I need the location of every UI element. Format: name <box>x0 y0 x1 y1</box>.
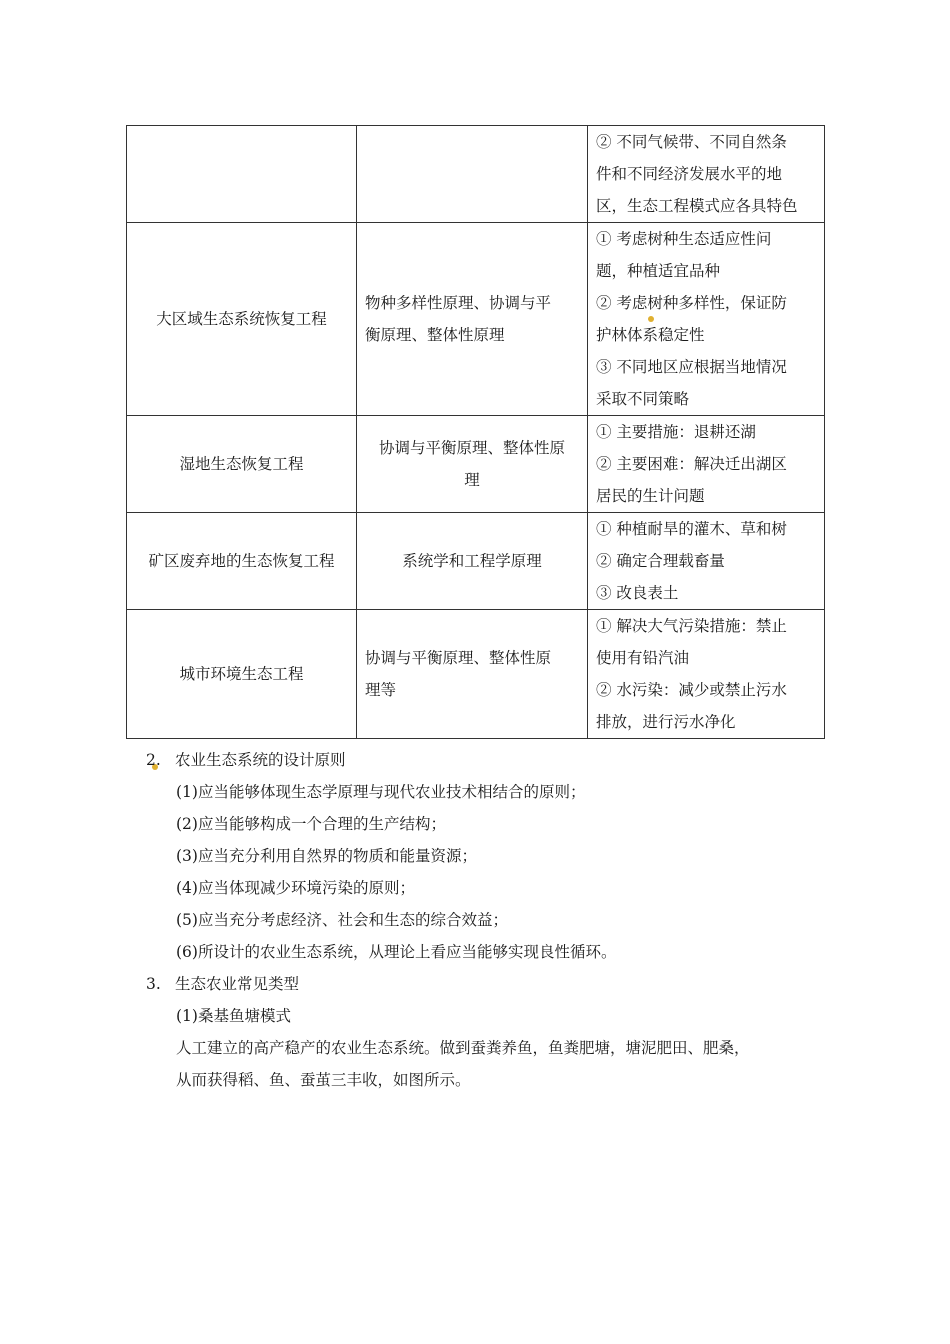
principle-line: 协调与平衡原理、整体性原 <box>378 439 565 457</box>
project-name-cell: 城市环境生态工程 <box>127 610 357 739</box>
note-line: ① 种植耐旱的灌木、草和树 <box>596 520 787 538</box>
notes-cell <box>588 416 825 513</box>
highlight-dot <box>648 316 654 322</box>
project-name-cell: 湿地生态恢复工程 <box>127 416 357 513</box>
section-number: 2. <box>146 751 161 769</box>
body-paragraph-line: 从而获得稻、鱼、蚕茧三丰收，如图所示。 <box>176 1071 471 1089</box>
table-row <box>127 610 825 739</box>
table-row <box>127 223 825 416</box>
note-line: 居民的生计问题 <box>596 487 705 505</box>
notes-cell <box>588 610 825 739</box>
note-line: ② 不同气候带、不同自然条 <box>596 133 787 151</box>
principle-line: 协调与平衡原理、整体性原 <box>365 649 552 667</box>
section-2-heading <box>146 748 345 772</box>
notes-cell <box>588 126 825 223</box>
principle-line: 衡原理、整体性原理 <box>365 326 505 344</box>
principle-cell <box>357 610 588 739</box>
project-name-cell: 大区域生态系统恢复工程 <box>127 223 357 416</box>
note-line: ① 主要措施：退耕还湖 <box>596 423 756 441</box>
project-name-cell <box>127 126 357 223</box>
list-item: (6)所设计的农业生态系统，从理论上看应当能够实现良性循环。 <box>176 943 617 961</box>
note-line: 使用有铅汽油 <box>596 649 690 667</box>
note-line: ② 确定合理载畜量 <box>596 552 725 570</box>
list-item: (2)应当能够构成一个合理的生产结构； <box>176 815 446 833</box>
subsection-title: (1)桑基鱼塘模式 <box>176 1007 291 1025</box>
note-line: 排放，进行污水净化 <box>596 713 736 731</box>
table-row <box>127 126 825 223</box>
principle-line: 理等 <box>365 681 397 699</box>
note-line: ② 水污染：减少或禁止污水 <box>596 681 787 699</box>
note-line: ② 主要困难：解决迁出湖区 <box>596 455 787 473</box>
list-item: (4)应当体现减少环境污染的原则； <box>176 879 415 897</box>
principle-line: 理 <box>464 471 480 489</box>
note-line: ① 考虑树种生态适应性问 <box>596 230 772 248</box>
note-line: ② 考虑树种多样性，保证防 <box>596 294 787 312</box>
note-line: 件和不同经济发展水平的地 <box>596 165 783 183</box>
principle-line: 系统学和工程学原理 <box>402 552 542 570</box>
section-number: 3. <box>146 975 161 993</box>
notes-cell <box>588 223 825 416</box>
list-item: (1)应当能够体现生态学原理与现代农业技术相结合的原则； <box>176 783 586 801</box>
project-name-cell: 矿区废弃地的生态恢复工程 <box>127 513 357 610</box>
principle-line: 物种多样性原理、协调与平 <box>365 294 552 312</box>
principle-cell <box>357 126 588 223</box>
note-line: ③ 改良表土 <box>596 584 679 602</box>
principle-cell <box>357 513 588 610</box>
note-line: 采取不同策略 <box>596 390 690 408</box>
section-3-heading <box>146 972 299 996</box>
list-item: (3)应当充分利用自然界的物质和能量资源； <box>176 847 477 865</box>
note-line: ① 解决大气污染措施：禁止 <box>596 617 787 635</box>
section-title: 农业生态系统的设计原则 <box>174 751 346 769</box>
table-row <box>127 513 825 610</box>
ecological-engineering-table <box>126 125 825 739</box>
note-line: 护林体系稳定性 <box>596 326 705 344</box>
section-title: 生态农业常见类型 <box>174 975 299 993</box>
list-item: (5)应当充分考虑经济、社会和生态的综合效益； <box>176 911 508 929</box>
note-line: 题，种植适宜品种 <box>596 262 721 280</box>
principle-cell <box>357 223 588 416</box>
principle-cell <box>357 416 588 513</box>
notes-cell <box>588 513 825 610</box>
note-line: ③ 不同地区应根据当地情况 <box>596 358 787 376</box>
note-line: 区，生态工程模式应各具特色 <box>596 197 798 215</box>
body-paragraph-line: 人工建立的高产稳产的农业生态系统。做到蚕粪养鱼，鱼粪肥塘，塘泥肥田、肥桑， <box>176 1039 750 1057</box>
table-row <box>127 416 825 513</box>
